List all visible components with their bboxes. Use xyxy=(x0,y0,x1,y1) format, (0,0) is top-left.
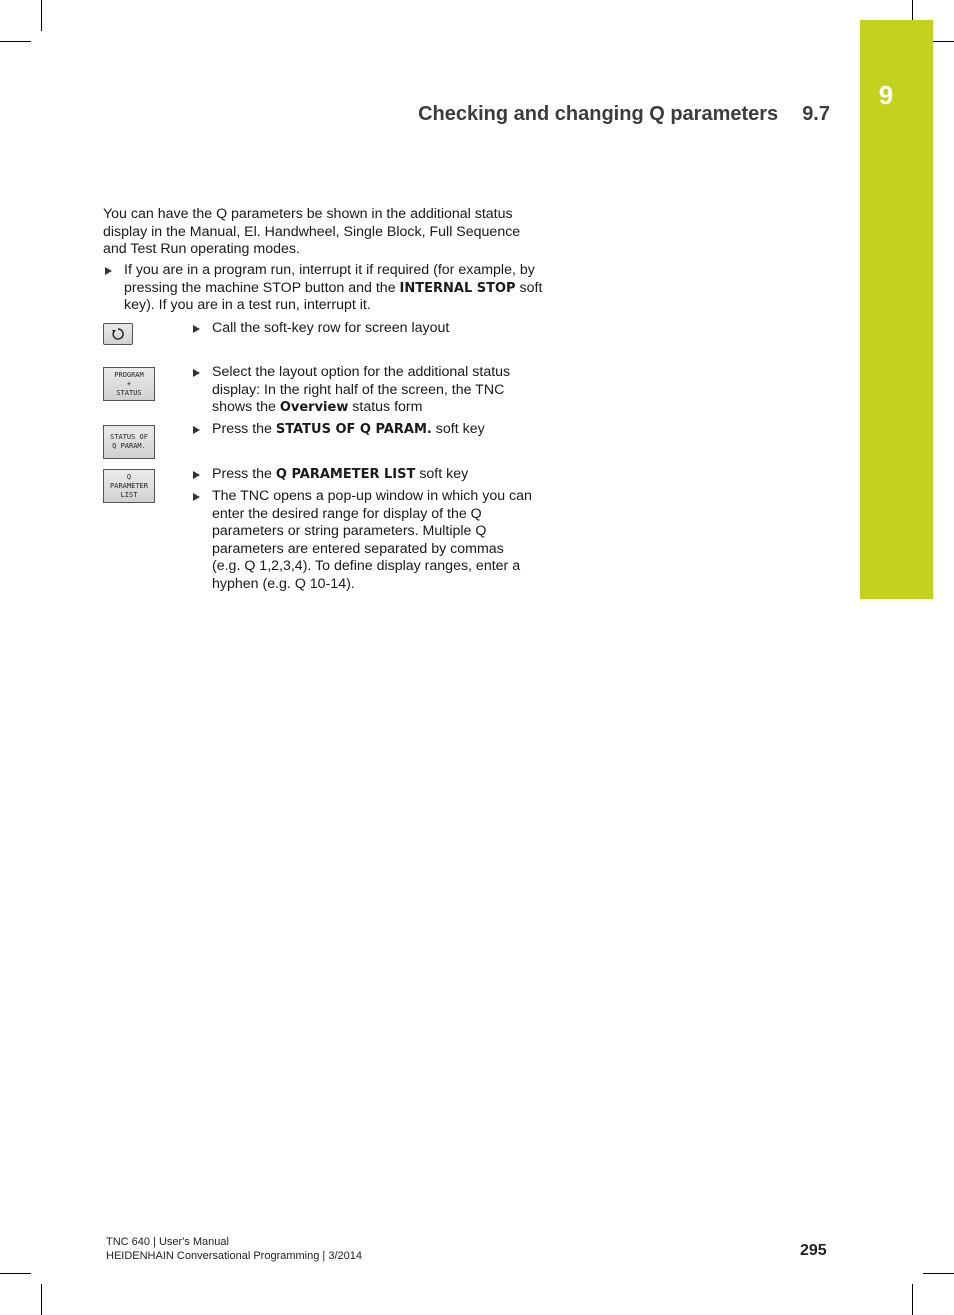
step-press-q-parameter-list: Press the Q PARAMETER LIST soft key xyxy=(212,466,542,484)
internal-stop-key-name: INTERNAL STOP xyxy=(399,280,516,296)
step-press-status-q-param: Press the STATUS OF Q PARAM. soft key xyxy=(212,421,542,439)
page-header xyxy=(418,103,830,126)
bullet-arrow-icon xyxy=(193,426,200,434)
bullet-arrow-icon xyxy=(193,471,200,479)
crop-mark xyxy=(41,1284,42,1315)
status-of-q-param-softkey[interactable]: STATUS OF Q PARAM. xyxy=(103,425,155,459)
intro-paragraph: You can have the Q parameters be shown in the additional status display in the Manual, El. Handwheel, Single Block, Full Sequence and Test Run operating modes. xyxy=(103,206,521,258)
bullet-arrow-icon xyxy=(105,267,112,275)
chapter-tab xyxy=(860,20,933,599)
bullet-arrow-icon xyxy=(193,369,200,377)
step-interrupt-program: If you are in a program run, interrupt it if required (for example, by pressing the machine STOP button and the INTERNAL STOP soft key). If you are in a test run, interrupt it. xyxy=(124,262,544,315)
section-title: Checking and changing Q parameters xyxy=(418,103,779,125)
footer-manual-title: TNC 640 | User's Manual xyxy=(106,1236,229,1248)
crop-mark xyxy=(0,1273,31,1274)
status-q-param-key-name: STATUS OF Q PARAM. xyxy=(275,422,432,437)
screen-layout-key[interactable] xyxy=(103,323,133,345)
page-number: 295 xyxy=(800,1242,827,1259)
step-popup-window: The TNC opens a pop-up window in which you can enter the desired range for display of the Q parameters or string parameters. Multiple Q parameters are entered separated by commas (e.g. Q 1,2,3,4). To define display ranges, enter a hyphen (e.g. Q 10-14). xyxy=(212,488,534,594)
page-footer xyxy=(106,1235,362,1263)
bullet-arrow-icon xyxy=(193,493,200,501)
crop-mark xyxy=(0,41,31,42)
crop-mark xyxy=(41,0,42,31)
section-number: 9.7 xyxy=(802,103,830,125)
program-status-softkey[interactable]: PROGRAM + STATUS xyxy=(103,367,155,401)
crop-mark xyxy=(923,1273,954,1274)
step-select-layout: Select the layout option for the additional status display: In the right half of the screen, the TNC shows the Overview status form xyxy=(212,364,537,417)
step-call-layout-row: Call the soft-key row for screen layout xyxy=(212,320,542,338)
overview-form-name: Overview xyxy=(279,400,349,416)
q-parameter-list-softkey[interactable]: Q PARAMETER LIST xyxy=(103,469,155,503)
screen-layout-icon xyxy=(111,327,125,341)
crop-mark xyxy=(912,0,913,21)
chapter-number: 9 xyxy=(878,80,894,110)
q-parameter-list-key-name: Q PARAMETER LIST xyxy=(275,467,416,482)
footer-manual-subtitle: HEIDENHAIN Conversational Programming | 3/2014 xyxy=(106,1250,362,1262)
bullet-arrow-icon xyxy=(193,325,200,333)
crop-mark xyxy=(912,1284,913,1315)
